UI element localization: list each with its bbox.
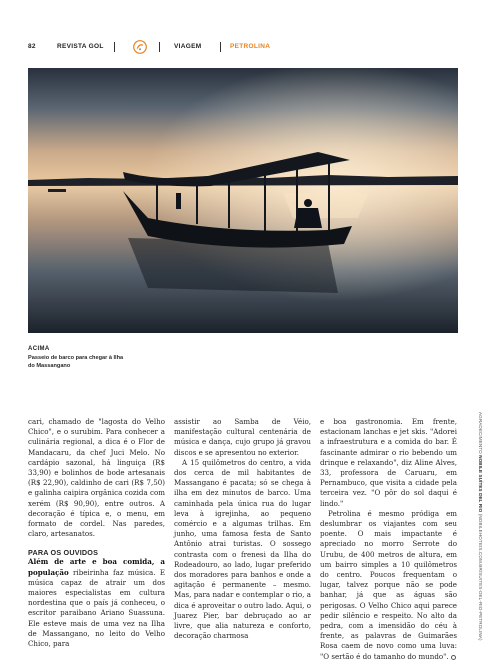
section-name: VIAGEM <box>174 43 202 50</box>
article-paragraph: cari, chamado de "lagosta do Velho Chico", e o surubim. Para conhecer a culinária regional, a dica é o Flor de Mandacaru, da chef Juci Melo. No cardápio sazonal, há linguiça (R$ 33,90) e bolinhos de bode artesanais (R$ 22,90), caldinho de cari (R$ 7,50) e galinha caipira orgânica cozida com xerém (R$ 90,90), entre outros. A decoração é típica e, o menu, em formato de cordel. Nas paredes, claro, artesanatos. <box>28 417 165 539</box>
credit-hotel: NOBILE SUÍTES DEL RIO <box>478 455 483 513</box>
article-paragraph: A 15 quilômetros do centro, a vida dos cerca de mil habitantes de Massangano é pacata; só se chega à ilha em dez minutos de barco. Uma caminhada pela única rua do lugar leva à igrejinha, ao pequeno comércio e a algumas trilhas. Em junho, uma famosa festa de Santo Antônio atrai turistas. O sossego contrasta com o frenesi da Ilha do Rodeadouro, ao lado, lugar preferido dos moradores para banhos e onde a agitação é permanente – mesmo. Mas, para nadar e contemplar o rio, a dica é aproveitar o outro lado. Aqui, o Juarez Pier, bar debruçado ao ar livre, que alia natureza e conforto, decoração charmosa <box>174 457 311 641</box>
photo-caption <box>28 346 128 370</box>
article-column-3 <box>320 417 457 662</box>
article-paragraph <box>28 557 165 649</box>
article-lead: Além de arte e boa comida, a população <box>28 557 165 577</box>
side-credit <box>477 412 483 647</box>
article-paragraph: e boa gastronomia. Em frente, estacionam lanchas e jet skis. "Adorei a infraestrutura e a comida do bar. É fascinante admirar o rio bebendo um drinque e relaxando", diz Aline Alves, 33, professora de Caruaru, em Pernambuco, que visita a cidade pela terceira vez. "O pôr do sol daqui é lindo." <box>320 417 457 508</box>
magazine-name: REVISTA GOL <box>57 43 104 50</box>
article-paragraph-text: ribeirinha faz música. E música capaz de atrair um dos maiores especialistas em cultura nordestina que o país já conheceu, o escritor paraibano Ariano Suassuna. Ele esteve mais de uma vez na Ilha de Massangano, no leito do Velho Chico, para <box>28 567 165 649</box>
page-header <box>28 41 464 55</box>
article-column-2 <box>174 417 311 641</box>
city-name: PETROLINA <box>230 43 271 50</box>
header-divider <box>220 42 221 52</box>
end-of-article-icon <box>451 655 456 660</box>
header-divider <box>159 42 160 52</box>
credit-url: (NOBILEHOTEIS.COM.BR/SUITES-DEL-RIO-PETROLINA) <box>478 513 483 641</box>
page-number: 82 <box>28 43 36 50</box>
caption-title: ACIMA <box>28 346 50 352</box>
article-subhead: PARA OS OUVIDOS <box>28 548 99 558</box>
article-paragraph: assistir ao Samba de Véio, manifestação cultural centenária de música e dança, cujo grupo já gravou discos e se apresentou no exterior. <box>174 417 311 457</box>
article-paragraph-text: Petrolina é mesmo pródiga em deslumbrar os viajantes com seu poente. O mais impactante é apreciado no morro Serrote do Urubu, de 400 metros de altura, em um bairro simples a 10 quilômetros do centro. Poucos frequentam o lugar, talvez porque não se pode banhar, já que as águas são perigosas. O Velho Chico aqui parece pedir silêncio e respeito. No alto da pedra, com a imensidão do céu à frente, as palavras de Guimarães Rosa caem de novo como uma luva: "O sertão é do tamanho do mundo". <box>320 508 457 661</box>
article-paragraph <box>320 509 457 662</box>
article-column-1 <box>28 417 165 649</box>
header-divider <box>114 42 115 52</box>
caption-text: Passeio de barco para chegar à Ilha do Massangano <box>28 355 124 369</box>
gol-logo-icon <box>133 40 147 54</box>
sunset-boat-river-photo <box>28 68 458 333</box>
credit-prefix: AGRADECIMENTO <box>478 412 483 454</box>
